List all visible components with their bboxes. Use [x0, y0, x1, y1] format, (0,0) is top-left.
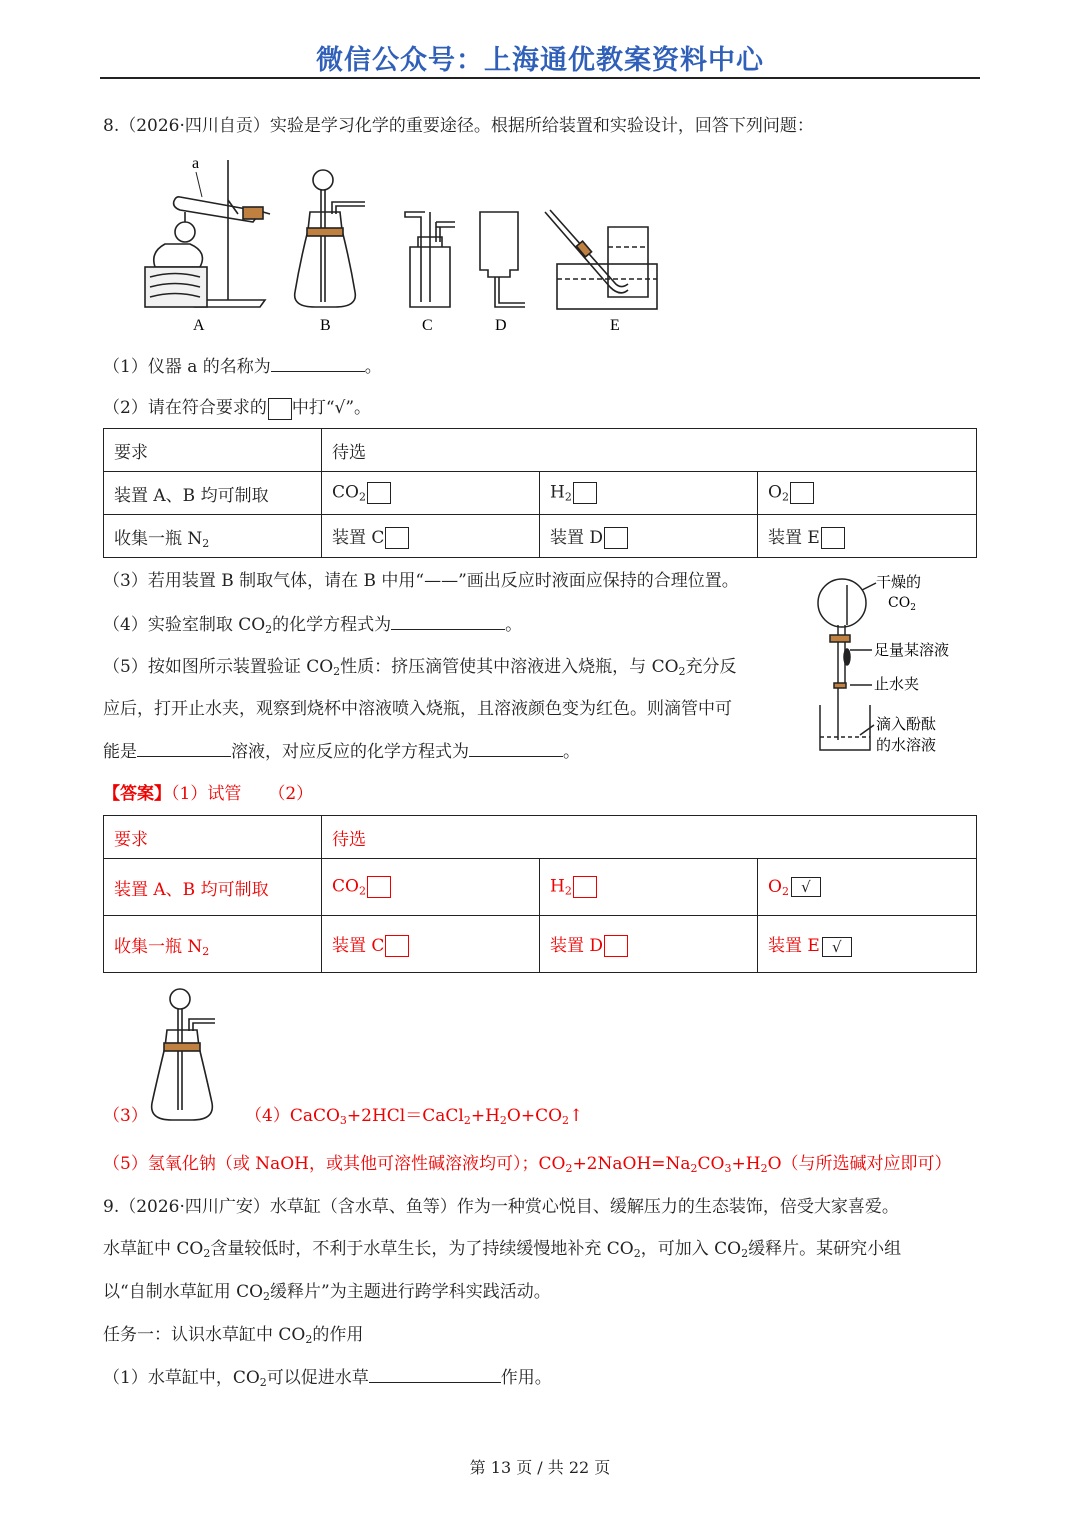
- option-h2: $H_2$: [540, 472, 758, 515]
- fig-label-d: D: [495, 317, 507, 334]
- co2-fountain-figure: [810, 565, 980, 765]
- checkbox-sample: [268, 398, 292, 420]
- row-generate-label: 装置 A、B 均可制取: [104, 472, 322, 515]
- answer-row-generate: 装置 A、B 均可制取: [104, 859, 322, 916]
- answer-blank[interactable]: [271, 355, 365, 372]
- fig-label-c: C: [422, 317, 433, 334]
- checkbox-o2[interactable]: [790, 482, 814, 504]
- answer-check-e: √: [822, 937, 852, 957]
- checkbox-device-e[interactable]: [821, 527, 845, 549]
- q9-line1: 9.（2026·四川广安）水草缸（含水草、鱼等）作为一种赏心悦目、缓解压力的生态装饰，倍受大家喜爱。: [103, 1197, 899, 1217]
- answer-blank[interactable]: [369, 1366, 501, 1383]
- apparatus-figure: [140, 152, 670, 337]
- answer-o2: $O_2$ √: [758, 859, 977, 916]
- option-o2: $O_2$: [758, 472, 977, 515]
- answer-box-co2: [367, 876, 391, 898]
- answer-blank[interactable]: [469, 740, 563, 757]
- q8-part1: （1）仪器 a 的名称为 。: [103, 357, 382, 377]
- page-header-title: 微信公众号：上海通优教案资料中心: [316, 45, 764, 76]
- side-fig-phenol1: 滴入酚酞: [876, 715, 937, 733]
- answer-device-c: 装置 C: [322, 916, 540, 973]
- checkbox-device-c[interactable]: [385, 527, 409, 549]
- fig-label-b: B: [320, 317, 331, 334]
- answer-box-h2: [573, 876, 597, 898]
- answer-blank[interactable]: [391, 613, 505, 630]
- answer-part3: （3）: [103, 1106, 148, 1126]
- answer-table: [103, 815, 977, 973]
- answer-line1: 【答案】（1）试管 （2）: [103, 784, 314, 804]
- table-header-requirement: 要求: [104, 429, 322, 472]
- answer-co2: $CO_2$: [322, 859, 540, 916]
- checkbox-h2[interactable]: [573, 482, 597, 504]
- side-fig-co2: $CO_2$: [888, 595, 916, 613]
- table-header-candidates: 待选: [322, 429, 977, 472]
- q8-selection-table: [103, 428, 977, 558]
- q8-part5-line3: 能是 溶液，对应反应的化学方程式为 。: [103, 742, 580, 762]
- option-device-d: 装置 D: [540, 515, 758, 558]
- q8-stem: 8.（2026·四川自贡）实验是学习化学的重要途径。根据所给装置和实验设计，回答下列问题：: [103, 116, 814, 136]
- side-fig-solution: 足量某溶液: [874, 641, 950, 659]
- answer-header-candidates: 待选: [322, 816, 977, 859]
- fig-label-e: E: [610, 317, 620, 334]
- side-fig-phenol2: 的水溶液: [876, 736, 937, 754]
- answer-blank[interactable]: [137, 740, 231, 757]
- q9-task1: 任务一：认识水草缸中 $CO_2$的作用: [103, 1325, 364, 1346]
- checkbox-co2[interactable]: [367, 482, 391, 504]
- answer-flask-figure: [145, 985, 225, 1125]
- q8-part5-line1: （5）按如图所示装置验证 $CO_2$性质：挤压滴管使其中溶液进入烧瓶，与 $CO_2$充分反: [103, 657, 737, 678]
- q9-line2: 水草缸中 $CO_2$含量较低时，不利于水草生长，为了持续缓慢地补充 $CO_2$，可加入 $CO_2$缓释片。某研究小组: [103, 1239, 902, 1260]
- option-device-c: 装置 C: [322, 515, 540, 558]
- side-fig-dry: 干燥的: [876, 573, 922, 591]
- answer-box-d: [604, 935, 628, 957]
- option-co2: $CO_2$: [322, 472, 540, 515]
- row-collect-label: 收集一瓶 $N_2$: [104, 515, 322, 558]
- checkbox-device-d[interactable]: [604, 527, 628, 549]
- q9-line3: 以“自制水草缸用 $CO_2$缓释片”为主题进行跨学科实践活动。: [103, 1282, 551, 1303]
- option-device-e: 装置 E: [758, 515, 977, 558]
- answer-h2: $H_2$: [540, 859, 758, 916]
- answer-row-collect: 收集一瓶 $N_2$: [104, 916, 322, 973]
- q8-part4: （4）实验室制取 $CO_2$的化学方程式为 。: [103, 615, 523, 636]
- q9-part1: （1）水草缸中，$CO_2$可以促进水草 作用。: [103, 1368, 552, 1389]
- q8-part3: （3）若用装置 B 制取气体，请在 B 中用“——”画出反应时液面应保持的合理位置。: [103, 571, 739, 591]
- side-fig-clip: 止水夹: [874, 675, 920, 693]
- fig-label-a: A: [193, 317, 205, 334]
- header-divider: [100, 77, 980, 79]
- answer-device-d: 装置 D: [540, 916, 758, 973]
- answer-part4: $(4)CaCO_3+2HCl=CaCl_2+H_2O+CO_2↑$: [245, 1106, 584, 1127]
- answer-device-e: 装置 E √: [758, 916, 977, 973]
- answer-label: 【答案】: [103, 784, 171, 804]
- q8-part2: （2）请在符合要求的 中打“√”。: [103, 398, 372, 418]
- answer-box-c: [385, 935, 409, 957]
- answer-check-o2: √: [791, 877, 821, 897]
- answer-part5: （5）氢氧化钠（或 NaOH，或其他可溶性碱溶液均可）；$CO_2+2NaOH=Na_2CO_3+H_2O$（与所选碱对应即可）: [103, 1154, 952, 1175]
- answer-header-requirement: 要求: [104, 816, 322, 859]
- q8-part5-line2: 应后，打开止水夹，观察到烧杯中溶液喷入烧瓶，且溶液颜色变为红色。则滴管中可: [103, 699, 732, 719]
- page-footer: 第 13 页 / 共 22 页: [469, 1458, 611, 1477]
- instrument-a-label: a: [192, 155, 200, 172]
